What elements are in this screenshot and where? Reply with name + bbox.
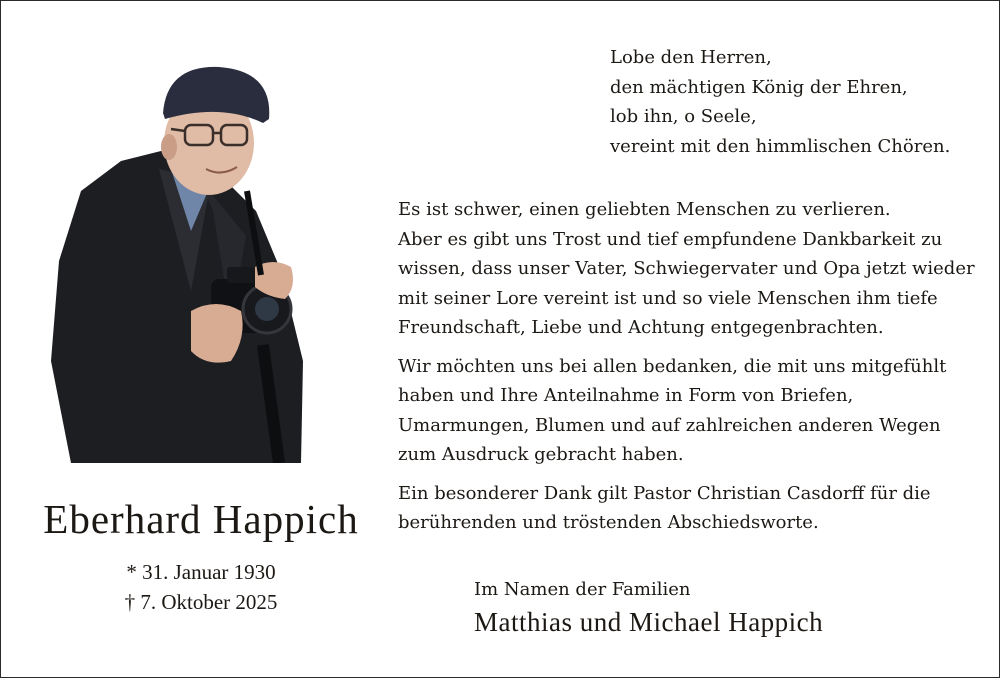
deceased-name: Eberhard Happich xyxy=(43,496,359,542)
paragraph-loss xyxy=(398,195,990,343)
death-date: † 7. Oktober 2025 xyxy=(124,590,278,614)
text-line: wissen, dass unser Vater, Schwiegervater und Opa jetzt wieder xyxy=(398,258,975,279)
poem-line: den mächtigen König der Ehren, xyxy=(610,76,908,98)
poem-verse xyxy=(610,43,990,161)
poem-line: Lobe den Herren, xyxy=(610,47,772,68)
text-line: Aber es gibt uns Trost und tief empfundene Dankbarkeit zu xyxy=(398,228,943,250)
poem-line: vereint mit den himmlischen Chören. xyxy=(610,135,951,157)
text-line: Es ist schwer, einen geliebten Menschen zu verlieren. xyxy=(398,199,891,220)
text-line: berührenden und tröstenden Abschiedsworte. xyxy=(398,512,819,533)
paragraph-pastor xyxy=(398,479,990,538)
message-text xyxy=(398,195,990,547)
text-line: Umarmungen, Blumen und auf zahlreichen anderen Wegen xyxy=(398,414,941,436)
text-line: haben und Ihre Anteilnahme in Form von Briefen, xyxy=(398,385,854,406)
poem-line: lob ihn, o Seele, xyxy=(610,106,757,127)
signature-names: Matthias und Michael Happich xyxy=(474,607,824,637)
paragraph-thanks xyxy=(398,352,990,470)
text-line: Ein besonderer Dank gilt Pastor Christian Casdorff für die xyxy=(398,482,931,504)
text-line: mit seiner Lore vereint ist und so viele Menschen ihm tiefe xyxy=(398,287,938,309)
portrait-photo-icon xyxy=(41,61,316,463)
text-line: Freundschaft, Liebe und Achtung entgegenbrachten. xyxy=(398,317,884,338)
birth-date: * 31. Januar 1930 xyxy=(126,560,276,584)
text-line: zum Ausdruck gebracht haben. xyxy=(398,444,684,465)
text-line: Wir möchten uns bei allen bedanken, die mit uns mitgefühlt xyxy=(398,355,947,377)
signature-label: Im Namen der Familien xyxy=(474,579,691,600)
life-dates xyxy=(1,557,401,617)
